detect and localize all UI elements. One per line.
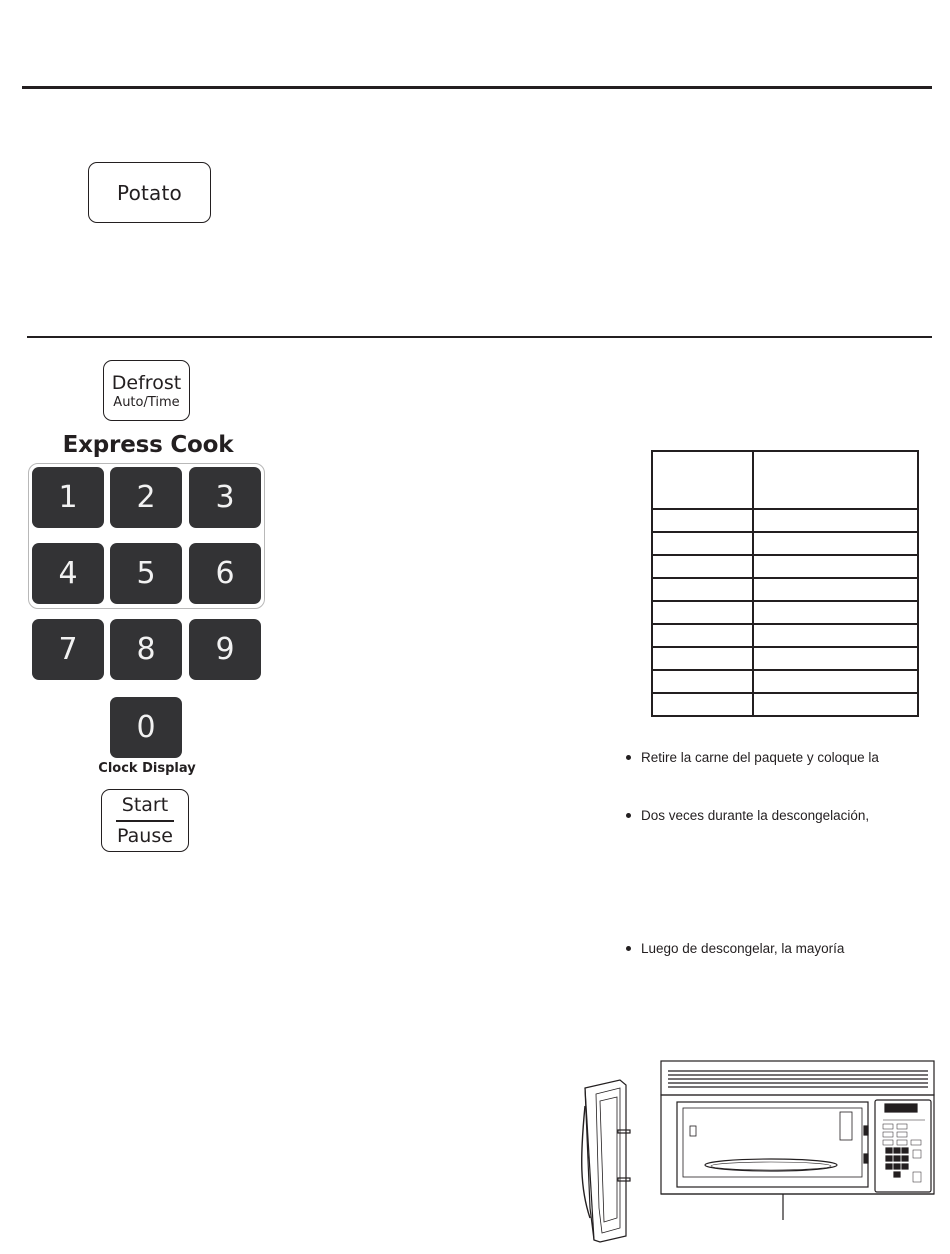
table-row [652, 693, 918, 716]
start-pause-button[interactable] [101, 789, 189, 852]
table-cell [652, 532, 753, 555]
key-8[interactable]: 8 [110, 619, 182, 680]
pause-label: Pause [117, 824, 173, 847]
start-label: Start [121, 794, 169, 817]
microwave-cavity [677, 1102, 868, 1187]
bullet-item [626, 750, 879, 765]
table-cell [652, 601, 753, 624]
table-cell [753, 532, 918, 555]
key-1[interactable]: 1 [32, 467, 104, 528]
table-row [652, 670, 918, 693]
table-cell [652, 624, 753, 647]
table-cell [753, 624, 918, 647]
table-cell [753, 509, 918, 532]
defrost-table [651, 450, 919, 717]
table-cell [652, 670, 753, 693]
table-row [652, 509, 918, 532]
key-3[interactable]: 3 [189, 467, 261, 528]
key-2[interactable]: 2 [110, 467, 182, 528]
microwave-vent-grille [661, 1061, 934, 1095]
table-row [652, 578, 918, 601]
table-row [652, 624, 918, 647]
clock-display-label: Clock Display [98, 761, 196, 776]
table-cell [753, 693, 918, 716]
key-5[interactable]: 5 [110, 543, 182, 604]
bullet-dot [626, 813, 631, 818]
table-cell [652, 555, 753, 578]
express-cook-title: Express Cook [62, 432, 234, 458]
key-0[interactable]: 0 [110, 697, 182, 758]
bullet-item [626, 808, 869, 823]
key-9[interactable]: 9 [189, 619, 261, 680]
table-cell [753, 555, 918, 578]
table-cell [652, 509, 753, 532]
bullet-dot [626, 946, 631, 951]
bullet-dot [626, 755, 631, 760]
auto-time-button-label: Auto/Time [113, 395, 180, 410]
table-cell [652, 647, 753, 670]
key-6[interactable]: 6 [189, 543, 261, 604]
bullet-text: Retire la carne del paquete y coloque la [641, 750, 879, 765]
table-cell [753, 601, 918, 624]
table-cell [652, 693, 753, 716]
table-cell [753, 670, 918, 693]
defrost-auto-time-button[interactable] [103, 360, 190, 421]
defrost-button-label: Defrost [111, 372, 182, 394]
table-cell [753, 578, 918, 601]
start-pause-divider [116, 820, 174, 822]
table-header-cell [652, 451, 753, 509]
microwave-control-panel [875, 1100, 931, 1192]
table-header-row [652, 451, 918, 509]
bullet-item [626, 941, 844, 956]
table-row [652, 647, 918, 670]
table-row [652, 555, 918, 578]
potato-button[interactable] [88, 162, 211, 223]
table-cell [753, 647, 918, 670]
bullet-text: Luego de descongelar, la mayoría [641, 941, 845, 956]
key-4[interactable]: 4 [32, 543, 104, 604]
top-divider [22, 86, 932, 89]
section-divider [27, 336, 932, 338]
potato-button-label: Potato [117, 180, 182, 205]
key-7[interactable]: 7 [32, 619, 104, 680]
table-row [652, 601, 918, 624]
table-header-cell [753, 451, 918, 509]
table-cell [652, 578, 753, 601]
bullet-text: Dos veces durante la descongelación, [641, 808, 870, 823]
microwave-illustration [580, 1058, 940, 1248]
table-row [652, 532, 918, 555]
